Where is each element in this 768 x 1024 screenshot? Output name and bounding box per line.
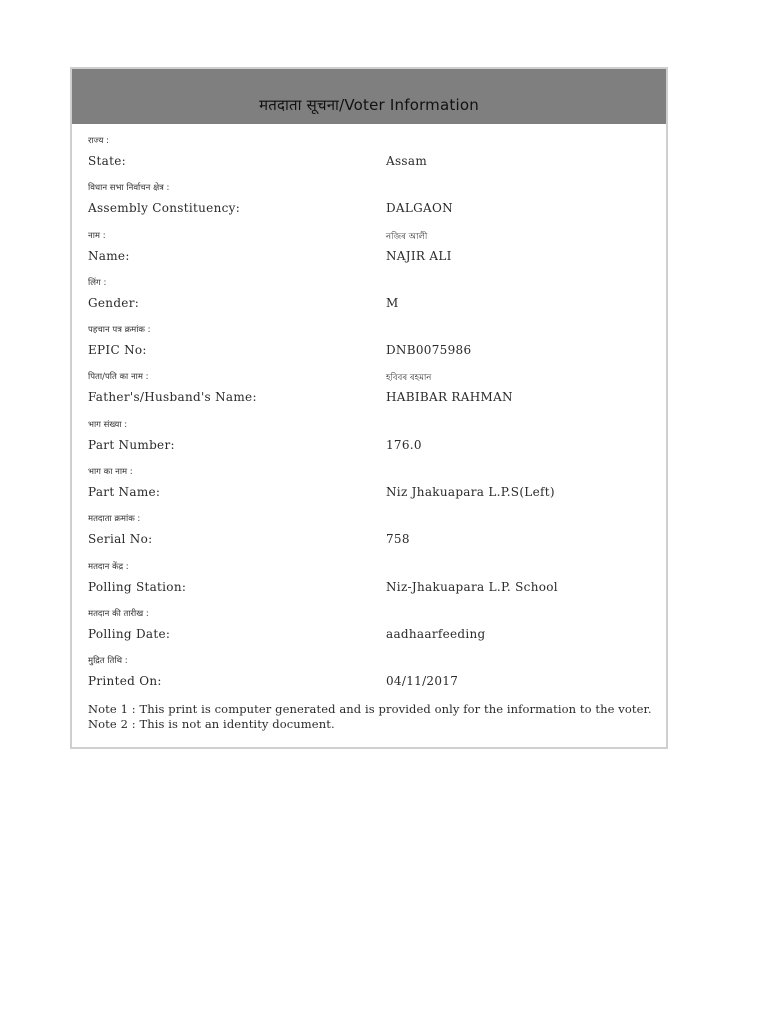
relation-value: HABIBAR RAHMAN — [386, 390, 513, 405]
gender-label: Gender: — [88, 295, 140, 310]
state-label: State: — [88, 154, 126, 168]
assembly-value: DALGAON — [386, 201, 453, 216]
relation-native-value: হবিবৰ ৰহমান — [386, 373, 432, 384]
serial-native-label: मतदाता क्रमांक : — [88, 514, 141, 525]
row-serial-no — [88, 513, 658, 560]
part-name-label: Part Name: — [88, 485, 161, 500]
printed-label: Printed On: — [88, 674, 162, 689]
row-polling-date — [88, 608, 658, 655]
name-label: Name: — [88, 248, 130, 263]
row-father-husband-name — [88, 371, 658, 418]
state-value: Assam — [386, 154, 428, 168]
voter-information-card — [70, 67, 668, 749]
note-2: Note 2 : This is not an identity document. — [88, 717, 335, 731]
row-gender — [88, 277, 658, 324]
notes — [88, 702, 664, 732]
serial-value: 758 — [386, 532, 410, 547]
epic-label: EPIC No: — [88, 343, 147, 358]
relation-label: Father's/Husband's Name: — [88, 390, 257, 405]
row-printed-on — [88, 655, 658, 702]
row-name — [88, 230, 658, 277]
header-bar — [72, 69, 666, 124]
info-rows — [88, 135, 658, 703]
row-polling-station — [88, 561, 658, 608]
epic-native-label: पहचान पत्र क्रमांक : — [88, 325, 151, 336]
gender-value: M — [386, 295, 399, 310]
part-number-native-label: भाग संख्या : — [88, 419, 128, 430]
assembly-label: Assembly Constituency: — [88, 201, 241, 216]
part-number-label: Part Number: — [88, 437, 175, 452]
note-1: Note 1 : This print is computer generated and is provided only for the information to the voter. — [88, 702, 652, 716]
part-name-native-label: भाग का नाम : — [88, 467, 133, 478]
polling-date-label: Polling Date: — [88, 626, 171, 641]
printed-native-label: मुद्रित तिथि : — [88, 656, 128, 667]
assembly-native-label: विधान सभा निर्वाचन क्षेत्र : — [88, 183, 170, 194]
row-part-number — [88, 419, 658, 466]
polling-date-native-label: मतदान की तारीख : — [88, 608, 149, 619]
row-epic-no — [88, 324, 658, 371]
polling-station-value: Niz-Jhakuapara L.P. School — [386, 579, 558, 594]
relation-native-label: पिता/पति का नाम : — [88, 372, 149, 383]
epic-value: DNB0075986 — [386, 343, 472, 358]
polling-date-value: aadhaarfeeding — [386, 626, 486, 641]
gender-native-label: लिंग : — [88, 277, 107, 288]
serial-label: Serial No: — [88, 532, 153, 547]
printed-value: 04/11/2017 — [386, 674, 459, 689]
name-value: NAJIR ALI — [386, 248, 452, 263]
polling-station-native-label: मतदान केंद्र : — [88, 561, 129, 572]
page-title: मतदाता सूचना/Voter Information — [259, 95, 479, 114]
row-state — [88, 135, 658, 182]
polling-station-label: Polling Station: — [88, 579, 187, 594]
part-name-value: Niz Jhakuapara L.P.S(Left) — [386, 485, 555, 500]
row-assembly-constituency — [88, 182, 658, 229]
part-number-value: 176.0 — [386, 437, 422, 452]
name-native-label: नाम : — [88, 230, 106, 241]
row-part-name — [88, 466, 658, 513]
state-native-label: राज्य : — [88, 136, 110, 146]
name-native-value: নজিৰ আলী — [386, 231, 428, 242]
